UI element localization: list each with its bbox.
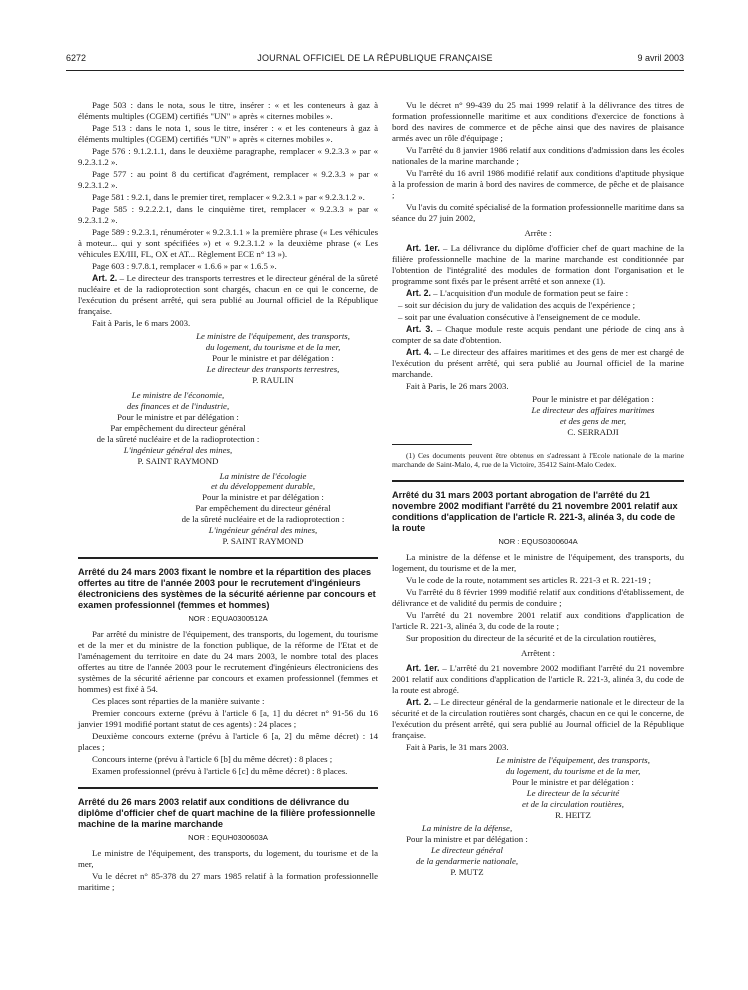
sig-line: de la sûreté nucléaire et de la radioprotection : [181, 514, 345, 525]
nor-reference: NOR : EQUH0300603A [188, 832, 268, 842]
issue-date: 9 avril 2003 [637, 53, 684, 63]
body-paragraph: Sur proposition du directeur de la sécurité et de la circulation routières, [406, 633, 657, 644]
decree-title: Arrêté du 26 mars 2003 relatif aux conditions de délivrance du diplôme d'officier chef de quart machine de la filière professionnelle machine de la marine marchande [78, 797, 376, 829]
sig-line: Le ministre de l'équipement, des transports, [196, 330, 350, 341]
section-separator [392, 480, 684, 482]
amendment-paragraph: Page 513 : dans le nota 1, sous le titre, insérer : « et les conteneurs à gaz à éléments multiples (CGEM) certifiés "UN" » après « citernes mobiles ». [78, 122, 378, 144]
sig-line: Le directeur des transports terrestres, [206, 363, 340, 374]
signature-block-3 [78, 471, 378, 548]
sig-line: du logement, du tourisme et de la mer, [505, 765, 641, 776]
signature-block [392, 394, 684, 438]
body-paragraph: Vu le décret n° 85-378 du 27 mars 1985 relatif à la formation professionnelle maritime ; [78, 871, 378, 893]
signature-block-2 [392, 755, 684, 821]
amendment-paragraph: Page 589 : 9.2.3.1, rénuméroter « 9.2.3.1.1 » la première phrase (« Les véhicules à moteur... qui y sont spécifiées ») et « 9.2.3.1.2 » la deuxième phrase (« Les véhicules EX/III, FL, OX et AT... Règlement ECE n° 13 »). [78, 226, 378, 259]
visa-paragraph: Vu le décret n° 99-439 du 25 mai 1999 relatif à la délivrance des titres de formation professionnelle maritime et aux conditions d'exercice de fonctions à bord des navires de commerce et de pêche ainsi que des navires de plaisance armés avec un rôle d'équipage ; [392, 100, 684, 143]
body-paragraph: Vu l'arrêté du 21 novembre 2001 relatif aux conditions d'application de l'article R. 221-3, alinéa 3, du code de la route ; [392, 610, 684, 632]
amendment-paragraph: Page 603 : 9.7.8.1, remplacer « 1.6.6 » par « 1.6.5 ». [92, 260, 277, 271]
body-paragraph: Examen professionnel (prévu à l'article 6 [c] du même décret) : 8 places. [92, 766, 348, 777]
amendments [78, 100, 378, 272]
article-text: – Le directeur des transports terrestres et le directeur général de la sûreté nucléaire et de la radioprotection sont chargés, chacun en ce qui le concerne, de l'exécution du présent arrêté, qui sera publié au Journal officiel de la République française. [78, 272, 378, 316]
article-2-item: – soit par une évaluation consécutive à l'enseignement de ce module. [398, 311, 641, 322]
signatory: P. SAINT RAYMOND [222, 536, 304, 547]
article-2 [78, 273, 378, 317]
signatory: C. SERRADJI [567, 426, 619, 437]
article-2-item: – soit sur décision du jury de validation des acquis de l'expérience ; [398, 299, 636, 310]
visa-paragraph: Vu l'arrêté du 8 janvier 1986 relatif aux conditions d'admission dans les écoles nationales de la marine marchande ; [392, 144, 684, 166]
sig-line: L'ingénieur général des mines, [123, 444, 233, 455]
left-column [78, 100, 378, 894]
signatory: P. SAINT RAYMOND [137, 455, 219, 466]
sig-line: Le directeur des affaires maritimes [531, 404, 655, 415]
signatory: P. MUTZ [450, 866, 484, 877]
amendment-paragraph: Page 503 : dans le nota, sous le titre, insérer : « et les conteneurs à gaz à éléments multiples (CGEM) certifiés "UN" » après « citernes mobiles ». [78, 100, 378, 121]
sig-line: Le directeur de la sécurité [526, 787, 620, 798]
body-paragraph: Vu le code de la route, notamment ses articles R. 221-3 et R. 221-19 ; [406, 575, 651, 586]
sig-line: Pour le ministre et par délégation : [212, 352, 334, 363]
section-separator [78, 557, 378, 559]
article-1: Art. 1er. – L'arrêté du 21 novembre 2002 modifiant l'arrêté du 21 novembre 2001 relatif aux conditions d'application de l'article R. 221-3, alinéa 3, du code de la route est abrogé. [392, 663, 684, 696]
sig-line: Le ministre de l'économie, [131, 389, 225, 400]
fait-a-paris: Fait à Paris, le 6 mars 2003. [92, 317, 191, 328]
body-paragraph: La ministre de la défense et le ministre de l'équipement, des transports, du logement, du tourisme et de la mer, [392, 552, 684, 574]
signature-block-3 [392, 823, 542, 878]
article-1: Art. 1er. – La délivrance du diplôme d'officier chef de quart machine de la filière professionnelle machine de la marine marchande est conditionnée par l'obtention de l'intégralité des modules de formation dont l'organisation et le programme sont fixés par le présent arrêté et son annexe (1). [392, 242, 684, 286]
amendment-paragraph: Page 581 : 9.2.1, dans le premier tiret, remplacer « 9.2.3.1 » par « 9.2.3.1.2 ». [92, 191, 365, 202]
footnote: (1) Ces documents peuvent être obtenus en s'adressant à l'Ecole nationale de la marine marchande de Saint-Malo, 4, rue de la Victoire, 35412 Saint-Malo Cedex. [392, 450, 684, 470]
page-number: 6272 [66, 53, 87, 63]
sig-line: Pour la ministre et par délégation : [406, 833, 528, 844]
article-4: Art. 4. – Le directeur des affaires maritimes et des gens de mer est chargé de l'exécution du présent arrêté, qui sera publié au Journal officiel de la marine marchande. [392, 346, 685, 379]
body-paragraph: Le ministre de l'équipement, des transports, du logement, du tourisme et de la mer, [78, 848, 378, 870]
body-paragraph: Premier concours externe (prévu à l'article 6 [a, 1] du décret n° 91-56 du 16 janvier 1991 modifié portant statut de ces agents) : 24 places ; [78, 708, 378, 730]
nor-reference: NOR : EQUA0300512A [188, 613, 268, 623]
fait-a-paris: Fait à Paris, le 31 mars 2003. [406, 741, 509, 752]
signatory: P. RAULIN [252, 374, 294, 385]
decree-title: Arrêté du 31 mars 2003 portant abrogation de l'arrêté du 21 novembre 2002 modifiant l'arrêté du 21 novembre 2001 relatif aux conditions d'application de l'article R. 221-3, alinéa 3, du code de la route [392, 490, 678, 533]
right-column [392, 100, 684, 878]
body-paragraph: Vu l'arrêté du 8 février 1999 modifié relatif aux conditions d'établissement, de délivrance et de validité du permis de conduire ; [392, 587, 684, 609]
article-2: Art. 2. – L'acquisition d'un module de formation peut se faire : [406, 287, 629, 298]
signature-block-1 [78, 331, 378, 386]
amendment-paragraph: Page 585 : 9.2.2.2.1, dans le cinquième tiret, remplacer « 9.2.3.3 » par « 9.2.3.1.2 ». [78, 203, 378, 225]
sig-line: de la gendarmerie nationale, [415, 855, 519, 866]
nor-reference: NOR : EQUS0300604A [498, 536, 578, 546]
body-paragraph: Deuxième concours externe (prévu à l'article 6 [a, 2] du même décret) : 14 places ; [78, 731, 378, 753]
article-3: Art. 3. – Chaque module reste acquis pendant une période de cinq ans à compter de sa date d'obtention. [392, 323, 684, 345]
sig-line: Pour le ministre et par délégation : [117, 411, 239, 422]
article-2: Art. 2. – Le directeur général de la gendarmerie nationale et le directeur de la sécurité et de la circulation routières sont chargés, chacun en ce qui le concerne, de l'exécution du présent arrêté, qui sera publié au Journal officiel de la République française. [392, 697, 684, 740]
header-rule [66, 70, 684, 71]
sig-line: Le ministre de l'équipement, des transports, [496, 754, 650, 765]
sig-line: Pour le ministre et par délégation : [532, 393, 654, 404]
visa-paragraph: Vu l'arrêté du 16 avril 1986 modifié relatif aux conditions d'aptitude physique à la profession de marin à bord des navires de commerce, de pêche et de plaisance ; [392, 167, 684, 200]
sig-line: Par empêchement du directeur général [195, 503, 331, 514]
sig-line: Pour le ministre et par délégation : [512, 776, 634, 787]
journal-title: JOURNAL OFFICIEL DE LA RÉPUBLIQUE FRANÇAISE [257, 53, 493, 63]
section-separator [78, 787, 378, 789]
sig-line: La ministre de l'écologie [219, 470, 307, 481]
decree-title: Arrêté du 24 mars 2003 fixant le nombre et la répartition des places offertes au titre de l'année 2003 pour le recrutement d'ingénieurs électroniciens des systèmes de la sécurité aérienne par concours et examen professionnel (femmes et hommes) [78, 567, 376, 610]
sig-line: et du développement durable, [210, 481, 316, 492]
sig-line: La ministre de la défense, [421, 822, 513, 833]
page-header [66, 53, 684, 69]
sig-line: des finances et de l'industrie, [126, 400, 230, 411]
arretent-heading: Arrêtent : [521, 648, 555, 659]
footnote-rule [392, 444, 472, 445]
amendment-paragraph: Page 577 : au point 8 du certificat d'agrément, remplacer « 9.2.3.3 » par « 9.2.3.1.2 ». [78, 168, 378, 190]
arrete-heading: Arrête : [524, 227, 552, 238]
article-label: Art. 2. [92, 272, 118, 283]
sig-line: et des gens de mer, [559, 415, 627, 426]
body-paragraph: Concours interne (prévu à l'article 6 [b] du même décret) : 8 places ; [92, 754, 333, 765]
sig-line: Par empêchement du directeur général [110, 422, 246, 433]
sig-line: Le directeur général [431, 844, 503, 855]
amendment-paragraph: Page 576 : 9.1.2.1.1, dans le deuxième paragraphe, remplacer « 9.2.3.3 » par « 9.2.3.1.2 ». [78, 145, 378, 167]
visa-paragraph: Vu l'avis du comité spécialisé de la formation professionnelle maritime dans sa séance du 27 juin 2002, [392, 201, 684, 223]
sig-line: et de la circulation routières, [522, 798, 624, 809]
sig-line: de la sûreté nucléaire et de la radioprotection : [96, 433, 260, 444]
signature-block-2 [78, 390, 278, 467]
signatory: R. HEITZ [555, 809, 591, 820]
sig-line: L'ingénieur général des mines, [208, 525, 318, 536]
body-paragraph: Par arrêté du ministre de l'équipement, des transports, du logement, du tourisme et de la mer et du ministre de la fonction publique, de la réforme de l'Etat et de l'aménagement du territoire en date du 24 mars 2003, le nombre total des places offertes au titre de l'année 2003 pour le recrutement d'ingénieurs électroniciens des systèmes de la sécurité aérienne par concours et examen professionnel (femmes et hommes) est fixé à 54. [78, 629, 378, 695]
body-paragraph: Ces places sont réparties de la manière suivante : [92, 696, 265, 707]
sig-line: du logement, du tourisme et de la mer, [205, 341, 341, 352]
sig-line: Pour la ministre et par délégation : [202, 492, 324, 503]
fait-a-paris: Fait à Paris, le 26 mars 2003. [406, 380, 509, 391]
